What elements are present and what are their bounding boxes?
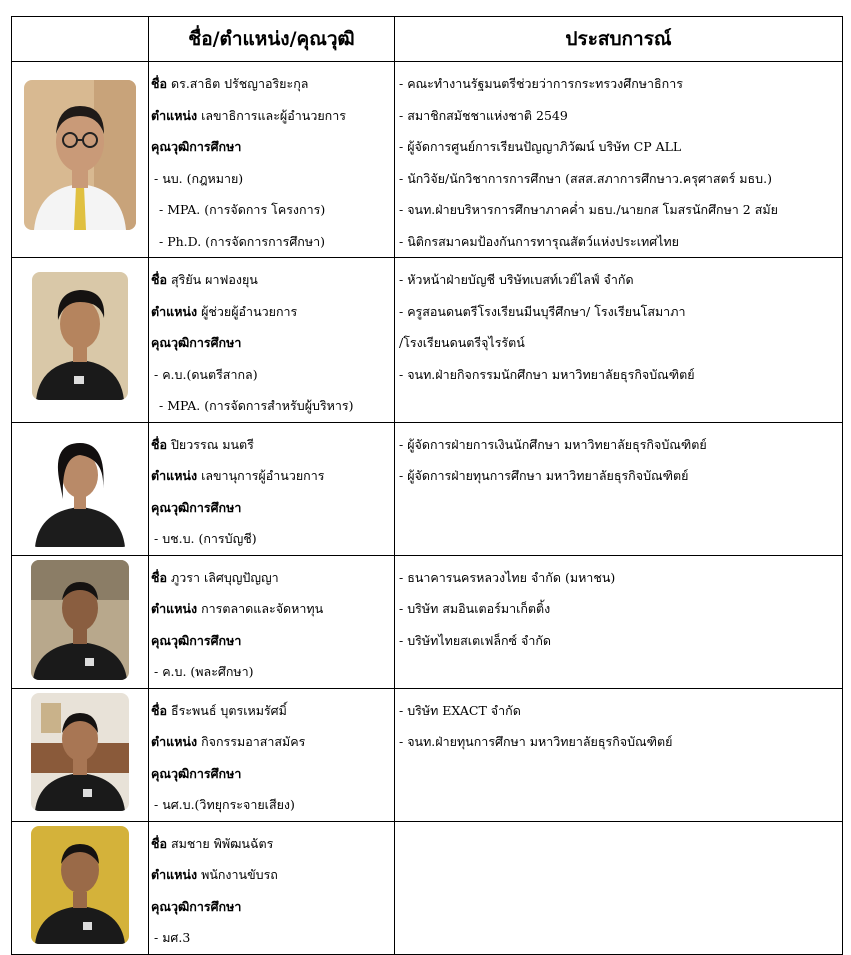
photo-cell bbox=[12, 258, 149, 423]
person-name: ปิยวรรณ มนตรี bbox=[170, 436, 254, 452]
qualification-label: คุณวุฒิการศึกษา bbox=[151, 499, 242, 515]
name-label: ชื่อ bbox=[151, 76, 167, 91]
person-name: ธีระพนธ์ บุตรเหมรัศมิ์ bbox=[170, 702, 287, 718]
name-label: ชื่อ bbox=[151, 436, 167, 452]
qualification-label: คุณวุฒิการศึกษา bbox=[151, 898, 242, 914]
portrait-photo bbox=[31, 560, 129, 680]
info-cell bbox=[149, 821, 395, 954]
table-row bbox=[12, 821, 843, 954]
name-label: ชื่อ bbox=[151, 835, 167, 851]
experience-cell bbox=[395, 821, 843, 954]
degree: - ค.บ. (พละศึกษา) bbox=[154, 664, 254, 679]
experience-item: - จนท.ฝ่ายบริหารการศึกษาภาคค่ำ มธบ./นายกส โมสรนักศึกษา 2 สมัย bbox=[399, 202, 778, 217]
info-cell bbox=[149, 688, 395, 821]
table-row bbox=[12, 422, 843, 555]
experience-item: - ผู้จัดการฝ่ายการเงินนักศึกษา มหาวิทยาลัยธุรกิจบัณฑิตย์ bbox=[399, 436, 707, 452]
person-position: พนักงานขับรถ bbox=[201, 867, 278, 882]
person-position: กิจกรรมอาสาสมัคร bbox=[201, 734, 306, 749]
experience-item: - จนท.ฝ่ายทุนการศึกษา มหาวิทยาลัยธุรกิจบัณฑิตย์ bbox=[399, 734, 673, 749]
experience-item: - ครูสอนดนตรีโรงเรียนมีนบุรีศึกษา/ โรงเรียนโสมาภา bbox=[399, 303, 686, 319]
name-label: ชื่อ bbox=[151, 569, 167, 585]
position-label: ตำแหน่ง bbox=[151, 867, 198, 882]
staff-table bbox=[11, 16, 843, 955]
photo-cell bbox=[12, 422, 149, 555]
info-cell bbox=[149, 62, 395, 258]
experience-item: - ธนาคารนครหลวงไทย จำกัด (มหาชน) bbox=[399, 569, 616, 585]
info-cell bbox=[149, 422, 395, 555]
experience-cell bbox=[395, 62, 843, 258]
degree: - MPA. (การจัดการสำหรับผู้บริหาร) bbox=[159, 398, 354, 413]
position-label: ตำแหน่ง bbox=[151, 303, 198, 319]
person-name: ดร.สาธิต ปรัชญาอริยะกุล bbox=[170, 76, 309, 91]
person-name: ภูวรา เลิศบุญปัญญา bbox=[170, 569, 279, 585]
position-label: ตำแหน่ง bbox=[151, 734, 198, 749]
header-photo-cell bbox=[12, 17, 149, 62]
experience-item: - นิติกรสมาคมป้องกันการทารุณสัตว์แห่งประเทศไทย bbox=[399, 233, 679, 249]
info-cell bbox=[149, 555, 395, 688]
degree: - MPA. (การจัดการ โครงการ) bbox=[159, 202, 326, 217]
experience-item: - จนท.ฝ่ายกิจกรรมนักศึกษา มหาวิทยาลัยธุรกิจบัณฑิตย์ bbox=[399, 366, 695, 382]
position-label: ตำแหน่ง bbox=[151, 468, 198, 483]
photo-cell bbox=[12, 688, 149, 821]
qualification-label: คุณวุฒิการศึกษา bbox=[151, 335, 242, 350]
person-name: สุริยัน ผาฟองยุน bbox=[170, 272, 258, 287]
qualification-label: คุณวุฒิการศึกษา bbox=[151, 139, 242, 154]
portrait-photo bbox=[24, 80, 136, 230]
experience-item: - หัวหน้าฝ่ายบัญชี บริษัทเบสท์เวย์ไลฟ์ จำกัด bbox=[399, 272, 634, 287]
portrait-icon bbox=[31, 560, 129, 680]
experience-item: - สมาชิกสมัชชาแห่งชาติ 2549 bbox=[399, 107, 568, 123]
experience-item: - บริษัทไทยสเตเฟล็กซ์ จำกัด bbox=[399, 632, 552, 648]
position-label: ตำแหน่ง bbox=[151, 107, 198, 123]
portrait-icon bbox=[33, 429, 127, 547]
table-row bbox=[12, 258, 843, 423]
photo-cell bbox=[12, 821, 149, 954]
qualification-label: คุณวุฒิการศึกษา bbox=[151, 632, 242, 648]
person-name: สมชาย พิพัฒนฉัตร bbox=[170, 835, 274, 851]
header-info: ชื่อ/ตำแหน่ง/คุณวุฒิ bbox=[149, 17, 395, 62]
experience-item: - ผู้จัดการฝ่ายทุนการศึกษา มหาวิทยาลัยธุรกิจบัณฑิตย์ bbox=[399, 468, 689, 483]
experience-cell bbox=[395, 688, 843, 821]
name-label: ชื่อ bbox=[151, 702, 167, 718]
degree: - ค.บ.(ดนตรีสากล) bbox=[154, 366, 258, 382]
experience-item: - นักวิจัย/นักวิชาการการศึกษา (สสส.สภาการศึกษาว.ครุศาสตร์ มธบ.) bbox=[399, 170, 772, 186]
experience-cell bbox=[395, 555, 843, 688]
experience-item: - บริษัท EXACT จำกัด bbox=[399, 702, 521, 718]
person-position: การตลาดและจัดหาทุน bbox=[201, 601, 324, 616]
position-label: ตำแหน่ง bbox=[151, 601, 198, 616]
person-position: เลขานุการผู้อำนวยการ bbox=[201, 468, 325, 483]
experience-cell bbox=[395, 258, 843, 423]
experience-cell bbox=[395, 422, 843, 555]
header-row bbox=[12, 17, 843, 62]
experience-item: - คณะทำงานรัฐมนตรีช่วยว่าการกระทรวงศึกษาธิการ bbox=[399, 76, 683, 91]
experience-item: - ผู้จัดการศูนย์การเรียนปัญญาภิวัฒน์ บริษัท CP ALL bbox=[399, 139, 682, 154]
qualification-label: คุณวุฒิการศึกษา bbox=[151, 765, 242, 781]
degree: - นบ. (กฎหมาย) bbox=[154, 170, 244, 186]
portrait-photo bbox=[31, 826, 129, 944]
degree: - บช.บ. (การบัญชี) bbox=[154, 531, 257, 546]
portrait-icon bbox=[24, 80, 136, 230]
portrait-photo bbox=[33, 429, 127, 547]
table-row bbox=[12, 688, 843, 821]
table-row bbox=[12, 62, 843, 258]
table-row bbox=[12, 555, 843, 688]
degree: - มศ.3 bbox=[154, 930, 191, 945]
header-experience: ประสบการณ์ bbox=[395, 17, 843, 62]
portrait-photo bbox=[31, 693, 129, 811]
portrait-icon bbox=[31, 693, 129, 811]
person-position: เลขาธิการและผู้อำนวยการ bbox=[201, 107, 346, 123]
degree: - Ph.D. (การจัดการการศึกษา) bbox=[159, 233, 326, 249]
experience-item: - บริษัท สมอินเตอร์มาเก็ตติ้ง bbox=[399, 601, 551, 616]
photo-cell bbox=[12, 62, 149, 258]
portrait-icon bbox=[31, 826, 129, 944]
portrait-photo bbox=[32, 272, 128, 400]
info-cell bbox=[149, 258, 395, 423]
experience-item: /โรงเรียนดนตรีจุไรรัตน์ bbox=[399, 335, 525, 350]
person-position: ผู้ช่วยผู้อำนวยการ bbox=[201, 303, 298, 319]
photo-cell bbox=[12, 555, 149, 688]
name-label: ชื่อ bbox=[151, 272, 167, 287]
portrait-icon bbox=[32, 272, 128, 400]
degree: - นศ.บ.(วิทยุกระจายเสียง) bbox=[154, 797, 295, 812]
